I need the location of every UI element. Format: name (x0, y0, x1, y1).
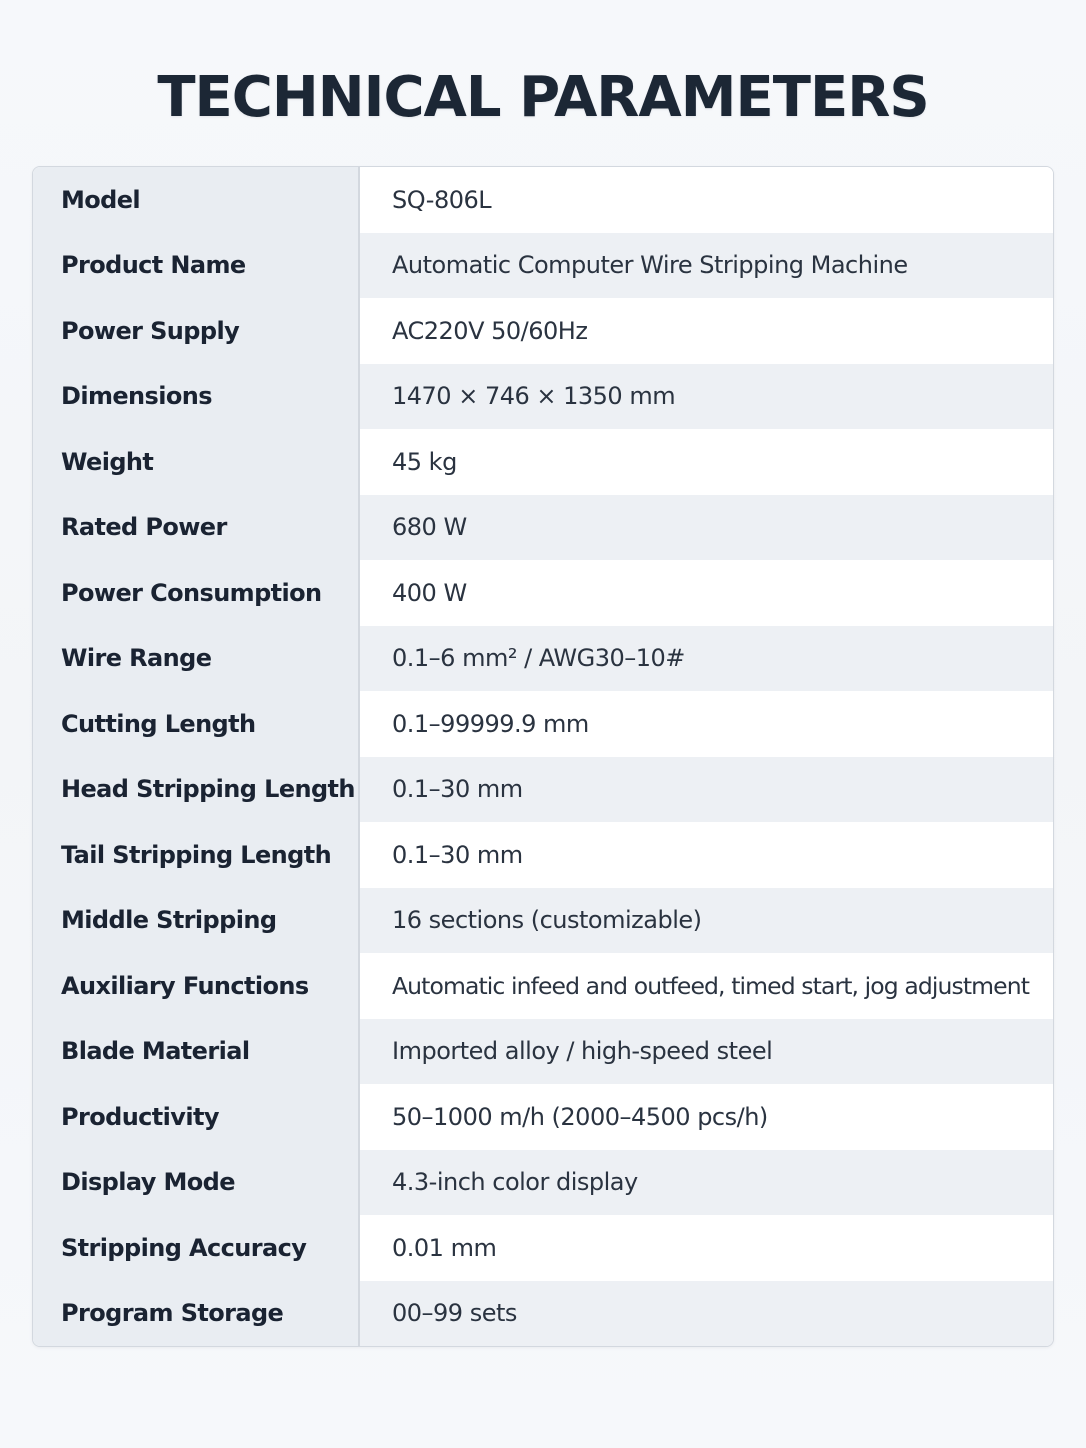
row-value: 680 W (360, 495, 1053, 561)
row-label: Rated Power (33, 495, 360, 561)
page-title: TECHNICAL PARAMETERS (157, 65, 929, 130)
row-label: Stripping Accuracy (33, 1215, 360, 1281)
row-label: Blade Material (33, 1019, 360, 1085)
table-row-dimensions (33, 364, 1053, 430)
table-row-middle-stripping (33, 888, 1053, 954)
table-row-power-consumption (33, 560, 1053, 626)
row-value: 1470 × 746 × 1350 mm (360, 364, 1053, 430)
table-row-wire-range (33, 626, 1053, 692)
row-value: 0.1–6 mm² / AWG30–10# (360, 626, 1053, 692)
table-row-stripping-accuracy (33, 1215, 1053, 1281)
row-label: Dimensions (33, 364, 360, 430)
row-label: Display Mode (33, 1150, 360, 1216)
table-row-rated-power (33, 495, 1053, 561)
table-row-auxiliary-functions (33, 953, 1053, 1019)
row-value: 50–1000 m/h (2000–4500 pcs/h) (360, 1084, 1053, 1150)
row-value: AC220V 50/60Hz (360, 298, 1053, 364)
row-label: Productivity (33, 1084, 360, 1150)
table-row-productivity (33, 1084, 1053, 1150)
table-row-model (33, 167, 1053, 233)
table-row-power-supply (33, 298, 1053, 364)
row-value: 0.1–30 mm (360, 757, 1053, 823)
row-value: 0.01 mm (360, 1215, 1053, 1281)
spec-table (32, 166, 1054, 1347)
row-label: Wire Range (33, 626, 360, 692)
row-label: Program Storage (33, 1281, 360, 1347)
table-row-blade-material (33, 1019, 1053, 1085)
table-row-display-mode (33, 1150, 1053, 1216)
row-value: Imported alloy / high-speed steel (360, 1019, 1053, 1085)
table-row-weight (33, 429, 1053, 495)
row-label: Head Stripping Length (33, 757, 360, 823)
row-value: 16 sections (customizable) (360, 888, 1053, 954)
row-label: Auxiliary Functions (33, 953, 360, 1019)
row-label: Power Consumption (33, 560, 360, 626)
table-row-product-name (33, 233, 1053, 299)
table-row-head-stripping-length (33, 757, 1053, 823)
row-value: 4.3-inch color display (360, 1150, 1053, 1216)
row-label: Model (33, 167, 360, 233)
table-row-program-storage (33, 1281, 1053, 1347)
row-value: SQ-806L (360, 167, 1053, 233)
row-label: Power Supply (33, 298, 360, 364)
row-value: Automatic infeed and outfeed, timed start, jog adjustment (360, 953, 1053, 1019)
row-value: 0.1–99999.9 mm (360, 691, 1053, 757)
row-value: 400 W (360, 560, 1053, 626)
row-value: 45 kg (360, 429, 1053, 495)
row-value: Automatic Computer Wire Stripping Machine (360, 233, 1053, 299)
table-row-tail-stripping-length (33, 822, 1053, 888)
row-label: Weight (33, 429, 360, 495)
row-label: Product Name (33, 233, 360, 299)
row-value: 00–99 sets (360, 1281, 1053, 1347)
row-label: Tail Stripping Length (33, 822, 360, 888)
row-label: Middle Stripping (33, 888, 360, 954)
row-value: 0.1–30 mm (360, 822, 1053, 888)
row-label: Cutting Length (33, 691, 360, 757)
table-row-cutting-length (33, 691, 1053, 757)
